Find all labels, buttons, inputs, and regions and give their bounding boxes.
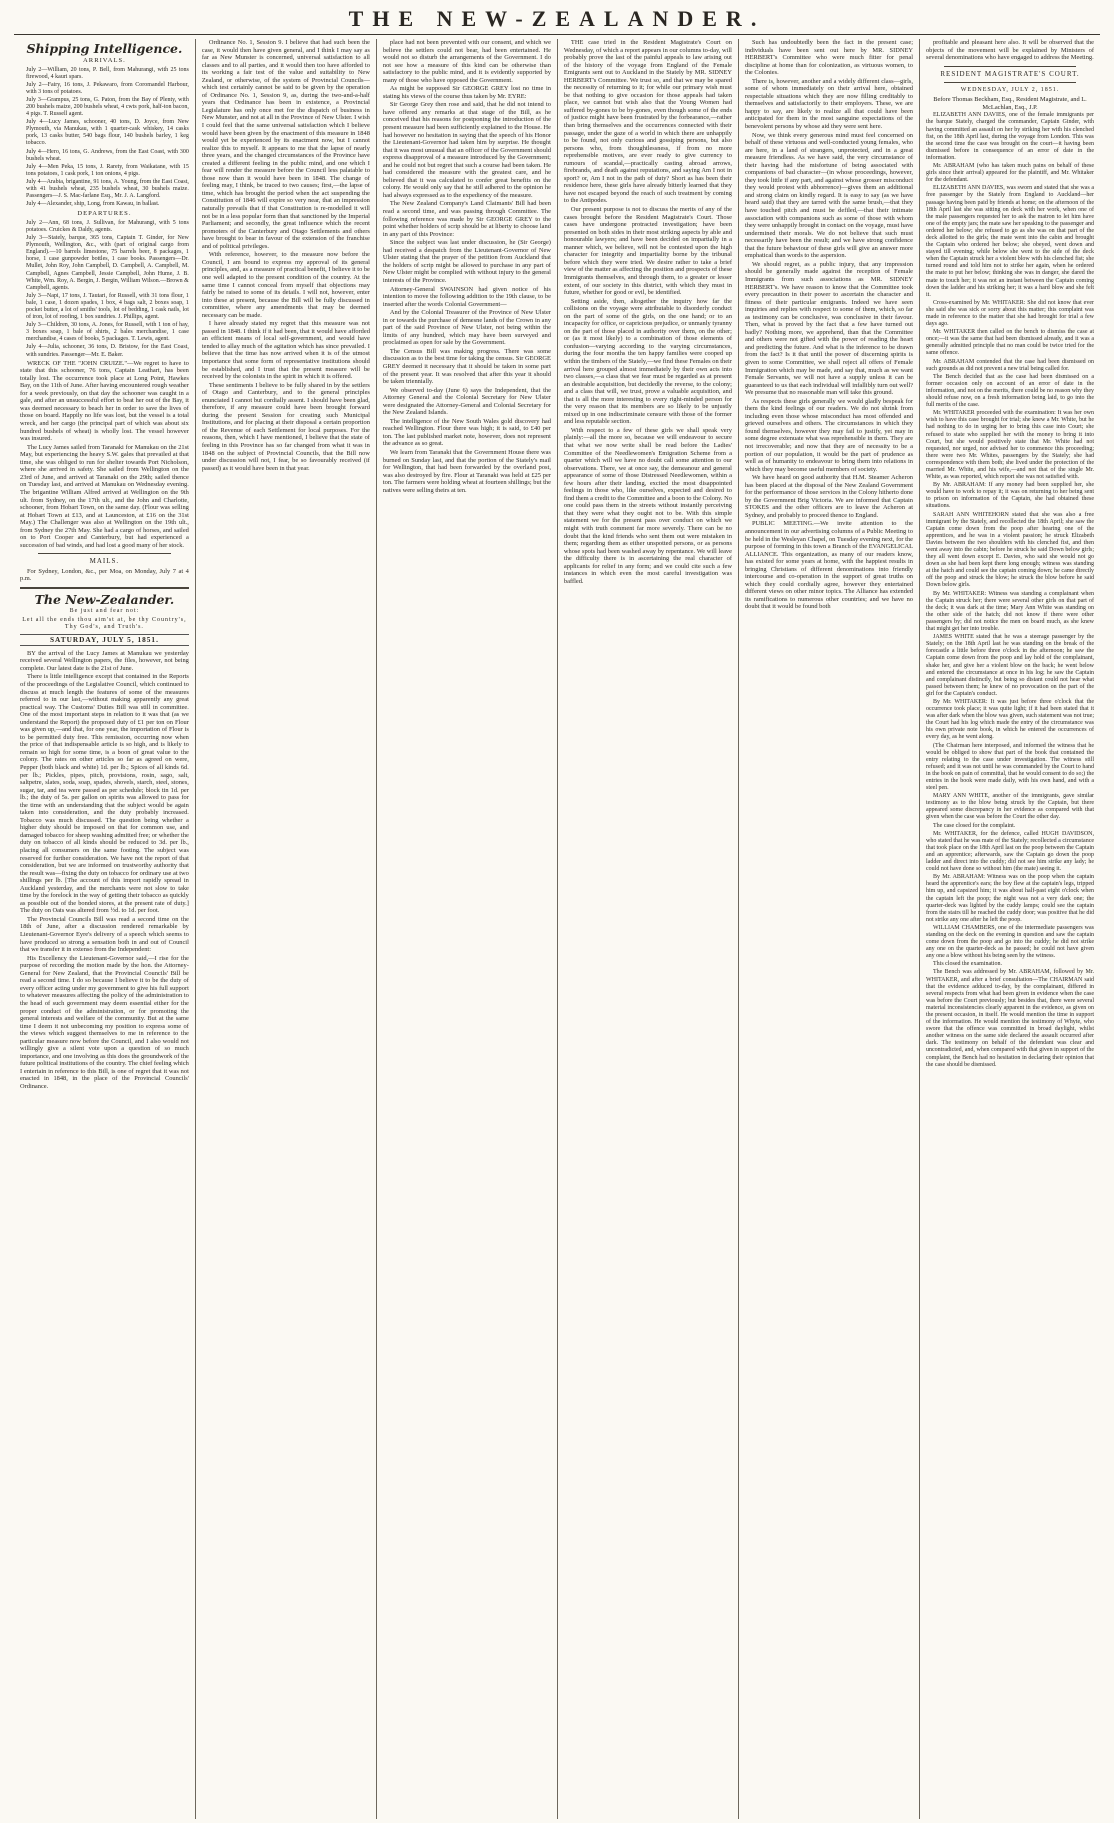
article-paragraph: There is little intelligence except that contained in the Reports of the proceedings of the Legislative Council, which continued to discuss at much length the features of some of the measures referred to in our last,—without making apparently any great practical way. The Customs' Duties Bill was still in committee. One of the most important steps in relation to it was that (as we understand the Report) the proposed duty of £1 per ton on Flour was given up,—and that, for one year, the importation of Flour is to be permitted duty free. This remission, occurring now when the price of that indispensable article is so high, and is likely to remain so high for some time, is a boon of great value to the colony. The rates on other articles so far as agreed on were, Pepper (both black and white) 1d. per lb.; Spices of all kinds 6d. per lb.; Pickles, pipes, pitch, provisions, rosin, sago, salt, saltpetre, slates, soda, soap, spades, shovels, starch, steel, stones, sugar, tar, and tea were passed as per schedule; block tin 1d. per lb.; the duty of 5s. per gallon on spirits was allowed to pass for the time with an understanding that the subject would be again taken into consideration, and the duty probably increased. Tobacco was much discussed. The question being whether a higher duty should be imposed on that for common use, and damaged tobacco for sheep washing admitted free; or whether the duty on tobacco of all kinds should be reduced to 3d. per lb., placing all consumers on the same footing. The subject was reserved for further consideration. We have not the report of that consideration, but we are informed on trustworthy authority that the result was—fixing the duty on tobacco for ordinary use at two shillings per lb. [The account of this import rapidly spread in Auckland yesterday, and the merchants were not slow to take time by the forelock in the way of getting their tobacco as quickly as possible out of the bonded stores, at the present rate of duty.] The duty on Oats was altered from ½d. to 1d. per foot. <box>20 673 189 915</box>
court-bench: Before Thomas Beckham, Esq., Resident Magistrate, and L. McLachlan, Esq., J.P. <box>933 96 1087 111</box>
divider <box>944 66 1076 67</box>
article-paragraph: profitable and pleasant here also. It will be observed that the objects of the movement will be explained by Ministers of several denominations who have engaged to address the Meeting. <box>925 39 1095 62</box>
column-3-body <box>383 39 551 494</box>
court-paragraph: The case closed for the complaint. <box>932 822 1016 829</box>
article-paragraph: His Excellency the Lieutenant-Governor said,—I rise for the purpose of recording the motion made by the hon. the Attorney-General for New Zealand, that the Provincial Councils' Bill be read a second time. I do so because I believe it to be the duty of every officer acting under my government to give his full support to whatever measures affecting the policy of the administration to the head of such government may deem essential either for the proper conduct of the administration, or for promoting the general interests and welfare of the community. But at the same time I deem it not unbecoming my position to express some of the views which suggest themselves to me in reference to the particular measure now before the Council, and I also would not willingly give a silent vote upon a question of so much importance, and one involving as this does the groundwork of the future political institutions of the country. The chief feeling which I entertain in reference to this Bill, is one of regret that it was not enacted in 1848, in the place of the Provincial Councils' Ordinance. <box>20 954 189 1090</box>
masthead: THE NEW-ZEALANDER. <box>14 6 1100 35</box>
article-paragraph: BY the arrival of the Lucy James at Manukau we yesterday received several Wellington papers, the files, however, not being complete. Our latest date is the 21st of June. <box>20 649 189 672</box>
article-paragraph: We observed to-day (June 6) says the Independent, that the Attorney General and the Colonial Secretary for New Ulster were designated the Attorney-General and Colonial Secretary for the New Zealand Islands. <box>382 386 551 417</box>
wreck-paragraph: WRECK OF THE "JOHN CRUIZE."—We regret to have to state that this schooner, 76 tons, Captain Leathart, has been totally lost. The occurrence took place at Long Point, Hawkes Bay, on the 11th of June. After having encountered rough weather for a week previously, on that day the schooner was caught in a gale, and after an unsuccessful effort to beat her out of the Bay, it was deemed necessary to beach her in order to save the lives of those on board. Happily no life was lost, but the vessel is a total wreck, and her cargo (the principal part of which was about six hundred bushels of wheat) is wholly lost. The vessel however was insured. <box>20 359 189 443</box>
column-1 <box>14 39 195 1819</box>
column-2-body <box>202 39 370 472</box>
paper-title: The New-Zealander. <box>34 591 175 607</box>
court-paragraph: (The Chairman here interposed, and informed the witness that he would be obliged to show that part of the book that contained the entry relating to the case under investigation. The witness still refused; and it was not until he was commanded by the Court to hand in the book on pain of committal, that he would consent to do so;) the entries in the book were made daily, with his own hand, and with a steel pen. <box>925 742 1095 792</box>
article-paragraph: Attorney-General SWAINSON had given notice of his intention to move the following addition to the 19th clause, to be inserted after the words Colonial Government— <box>382 285 551 308</box>
article-paragraph: The intelligence of the New South Wales gold discovery had reached Wellington. Flour there was high; it is said, to £40 per ton. The last published market note, however, does not represent the advance as so great. <box>382 417 551 448</box>
court-paragraph: Mr. WHITAKER then called on the bench to dismiss the case at once;—it was the same that had been dismissed already, and it was a generally admitted principle that no man could be twice tried for the same offence. <box>925 329 1095 357</box>
arrival-entry: July 3—Grampus, 25 tons, G. Paton, from the Bay of Plenty, with 200 bushels maize, 200 bushels wheat, 4 cwts pork, half-ton bacon, 4 pigs. T. Russell agent. <box>26 96 189 118</box>
article-paragraph: We learn from Taranaki that the Government House there was burned on Sunday last, and that the portion of the Stately's mail for Wellington, that had been forwarded by the overland post, was also destroyed by fire. Flour at Taranaki was held at £25 per ton. The farmers were holding wheat at fourteen shillings; but the natives were selling theirs at ten. <box>382 448 551 494</box>
arrival-entry: July 4—Men Peka, 15 tons, J. Rarety, from Waikatane, with 15 tons potatoes, 1 cask pork, 1 ton onions, 4 pigs. <box>26 163 189 177</box>
arrivals-list <box>20 67 189 209</box>
court-paragraph: Mr. ABRAHAM (who has taken much pains on behalf of these girls since their arrival) appeared for the plaintiff, and Mr. Whitaker for the defendant. <box>925 163 1095 184</box>
departures-list <box>20 220 189 359</box>
divider <box>38 553 171 554</box>
article-paragraph: Setting aside, then, altogether the inquiry how far the collisions on the voyage were attributable to disorderly conduct on the part of some of the girls, on the one hand; or to an incapacity for office, or capricious prejudice, or unmanly tyranny on the part of those placed in authority over them, on the other; or (as it most likely) to a combination of those elements of confusion—varying according to the varying circumstances, during the four months the ten happy families were cooped up within the timbers of the Stately,—we find these Females on their arrival here grouped almost immediately by their own acts into two classes,—a class that we fear must be regarded as at present an desirable acquisition, but decidedly the reverse, to the colony; and a class that will, we trust, prove a valuable acquisition, and that is all the more interesting to every right-minded person for the very reason that its members are so likely to be unjustly mixed up in one indiscriminate censure with those of the former and less reputable section. <box>563 297 732 426</box>
article-paragraph: The New Zealand Company's Land Claimants' Bill had been read a second time, and was passing through Committee. The following reference was made by Sir GEORGE GREY to the point whether holders of scrip should be at liberty to choose land in any part of this Province: <box>382 200 551 238</box>
court-title: RESIDENT MAGISTRATE'S COURT. <box>940 69 1080 78</box>
column-5 <box>738 39 919 1819</box>
arrival-entry: July 4—Arabia, brigantine, 91 tons, A. Young, from the East Coast, with 41 bushels wheat, 235 bushels wheat, 30 bushels maize. Passengers—J. S. Mac-farlane Esq., Mr. J. A. Langford. <box>26 178 189 200</box>
paper-motto-1: Be just and fear not: <box>69 607 140 614</box>
court-date: WEDNESDAY, JULY 2, 1851. <box>960 87 1060 94</box>
lucy-james-paragraph: The Lucy James sailed from Taranaki for Manukau on the 21st May, but experiencing the heavy S.W. gales that prevailed at that time, she was obliged to run for shelter towards Port Nicholson, where she arrived in safety. She sailed from Wellington on the 23rd of June, and arrived at Taranaki on the 29th; sailed thence on Tuesday last, and arrived at Manukau on Wednesday evening. The brigantine William Alfred arrived at Wellington on the 9th ult. from Sydney, on the 17th ult., and the John and Charlotte, schooner, from Hobart Town, on the same day. (Flour was selling at Hobart Town at £13, and at Launceston, at £16 on the 31st May.) The Challenger was also at Wellington on the 19th ult., from Sydney the 27th May. She had a cargo of horses, and sailed on to Port Cooper and Canterbury, but had experienced a succession of bad winds, and had lost a good many of her stock. <box>20 443 189 549</box>
column-5-body <box>745 39 913 611</box>
departures-label: DEPARTURES. <box>77 210 132 218</box>
column-6-body <box>926 39 1094 62</box>
mails-text: For Sydney, London, &c., per Moa, on Monday, July 7 at 4 p.m. <box>20 567 189 583</box>
article-paragraph: Since the subject was last under discussion, he (Sir George) had received a despatch from the Lieutenant-Governor of New Ulster stating that the prayer of the petition from Auckland that the holders of scrip might be allowed to purchase in any part of New Ulster might be complied with without injury to the general interests of the Province. <box>382 239 551 284</box>
article-paragraph: These sentiments I believe to be fully shared in by the settlers of Otago and Canterbury, and to the general principles enunciated I cannot but cordially assent. I should have been glad, therefore, if any measure could have been brought forward during the present Session for creating such Municipal Institutions, and for placing at their disposal a certain proportion of the Revenue of each Settlement for local purposes. For the reasons, then, which I have mentioned, I believe that the state of feeling in this Province has so far changed from what it was in 1848 on the subject of Provincial Councils, that the Bill now under discussion will not, I fear, be so favourably received (if passed) as it would have been in that year. <box>201 381 370 472</box>
column-2 <box>195 39 376 1819</box>
court-paragraph: JAMES WHITE stated that he was a steerage passenger by the Stately; on the 18th April last he was standing on the break of the forecastle a little before three o'clock in the afternoon; he saw the Captain come down from the poop and lay hold of the complainant, shake her, and give her a violent blow on the back; he went below and entered the circumstance at once in his log; he saw the Captain and complainant distinctly, but being so distant could not hear what passed between them; he knew of no provocation on the part of the girl for the Captain's conduct. <box>925 634 1095 697</box>
arrival-entry: July 4—Alexander, ship, Long, from Kawau, in ballast. <box>26 201 160 208</box>
court-paragraph: The Bench was addressed by Mr. ABRAHAM, followed by Mr. WHITAKER, and after a brief consultation—The CHAIRMAN said that the evidence adduced to-day, by the complainant, differed in several respects from what had been given in evidence when the case was before the Court previously; but besides that, there were several material inconsistencies clearly apparent in the evidence, as given on the present occasion, in itself. He would mention the time in support of the information. He would mention the testimony of Whyte, who swore that the offence was committed in broad daylight, whilst another witness on the same side declared the assault occurred after dark. The testimony on behalf of the defendant was clear and uncontradicted, and, when compared with that given in support of the complaint, the Bench had no hesitation in declaring their opinion that the case should be dismissed. <box>925 969 1095 1068</box>
court-paragraph: By Mr. ABRAHAM: Witness was on the poop when the captain heard the apprentice's ears; the boy flew at the captain's legs, tripped him up, and capsized him; it was about half-past eight o'clock when the captain left the poop; the night was not a very dark one; the quarter-deck was lighted by the cuddy lamps; could see the captain from the stairs till he reached the cuddy door; was positive that he did not strike any one after he left the poop. <box>925 874 1095 923</box>
column-6 <box>919 39 1100 1819</box>
article-paragraph: Our present purpose is not to discuss the merits of any of the cases brought before the Resident Magistrate's Court. Those cases have undergone protracted investigation; have been presented on both sides in their most striking aspects by able and honourable lawyers; and have been decided on impartially in a manner which, we believe, will not be contested upon the high character for integrity and impartiality borne by the tribunal before which they were tried. We desire rather to take a brief view of the matter as affecting the position and prospects of these Immigrants themselves, and through them, to a greater or lesser extent, of our society in this district, with which they must in future, whether for good or evil, be identified. <box>563 206 732 297</box>
column-4-body <box>564 39 732 585</box>
article-paragraph: As respects these girls generally we would gladly bespeak for them the kind feelings of our readers. We do not shrink from including even those whose misconduct has most offended and grieved ourselves and others. The circumstances in which they found themselves, however they may fail to justify, yet may in some degree extenuate what was reprehensible in them. They are not irrecoverable; and now that they are of necessity to be a portion of our population, it would be the part of prudence as well as of humanity to endeavour to bring them into relations in which they may become useful members of society. <box>744 397 913 473</box>
court-paragraph: Mr. ABRAHAM contended that the case had been dismissed on such grounds as did not prevent a new trial being called for. <box>925 358 1095 372</box>
article-paragraph: As might be supposed Sir GEORGE GREY lost no time in stating his views of the course thus taken by Mr. EYRE: <box>382 85 551 100</box>
court-paragraph: WILLIAM CHAMBERS, one of the intermediate passengers was standing on the deck on the evening in question and saw the captain come down from the poop and go into the cuddy; he did not strike any one on the quarter-deck as he passed; he could not have given any one a blow without his being seen by the witness. <box>925 924 1095 960</box>
departure-entry: July 4—Julia, schooner, 36 tons, D. Bristow, for the East Coast, with sundries. Passenger—Mr. E. Baker. <box>26 344 189 358</box>
article-paragraph: The Census Bill was making progress. There was some discussion as to the best time for taking the census. Sir GEORGE GREY deemed it necessary that it should be taken in some part of the present year. It was resolved that after this year it should be taken triennially. <box>382 347 551 386</box>
mails-title: MAILS. <box>89 557 120 566</box>
court-paragraph: MARY ANN WHITE, another of the immigrants, gave similar testimony as to the blow being struck by the Captain, but there appeared some discrepancy in her evidence as compared with that given when the case was before the Court the other day. <box>925 793 1095 821</box>
article-paragraph: I have already stated my regret that this measure was not passed in 1848. I think if it had been, that it would have afforded an efficient means of local self-government, and would have tended to allay much of the agitation which has since prevailed. I believe that the time has now arrived when it is of the utmost importance that some form of representative institutions should be established, and I trust that the present measure will be received by the colonists in the spirit in which it is offered. <box>201 320 370 381</box>
court-paragraph: Cross-examined by Mr. WHITAKER: She did not know that ever she said she was sick or sorry about this matter; this complaint was made in reference to the matter that she had brought for trial a few days ago. <box>925 299 1095 328</box>
article-paragraph: place had not been prevented with our consent, and which we believe the settlers could not bear, had been entertained. He would not so disturb the arrangements of the Government. I do not see how a measure of this kind can be otherwise than satisfactory to the public mind, and it is evidently supported by many of those who have opposed the Government. <box>382 39 551 84</box>
court-paragraph: By Mr. WHITAKER: It was just before three o'clock that the occurrence took place; it was quite light; if it had been stated that it was after dark when the blow was given, such statement was not true; the Court had his log which made the entry of the circumstance was his own private note book, in which he entered the occurrences of every day, as he went along. <box>925 698 1095 741</box>
article-paragraph: Ordinance No. 1, Session 9. I believe that had such been the case, it would then have given general, and I think I may say as far as New Munster is concerned, universal satisfaction to all classes and to all parties, and it would then too have afforded to its working a fair test of the value and suitability to New Zealand, or otherwise, of the system of Provincial Councils—which test certainly cannot be said to be given by the operation of Ordinance No. 1, Session 9, as, during the two-and-a-half years that Ordinance has been in existence, a Provincial Legislature has only once met for the dispatch of business in New Munster, and not at all in the Province of New Ulster. I wish I could feel that the same universal satisfaction which I believe would have been given by the enactment of this measure in 1848 would yet be experienced by its enactment now, but I cannot realize this to myself. It appears to me that the lapse of nearly three years, and the changed circumstances of the Province have created a different feeling in the public mind, and one which I fear will render the measure before the Council less palatable to those now than it would have been in 1848. The change of feeling may, I think, be traced to two causes; first,—the lapse of time, which has brought the period when the act suspending the Constitution of 1846 will expire so very near, that an impression naturally prevails that if that Constitution is re-modelled it will not be in a less popular form than that sanctioned by the Imperial Parliament; and secondly, the great influence which the recent promoters of the Canterbury and Otago Settlements and others have brought to bear in favour of the extension of the franchise and of political privileges. <box>201 39 370 250</box>
court-paragraph: ELIZABETH ANN DAVIES, was sworn and stated that she was a free passenger by the Stately from England to Auckland—her passage having been paid by friends at home; on the afternoon of the 18th April last she was sitting on deck with her work, when one of the male passengers requested her to ask the matron to let him have one of the empty jars; the mate saw her speaking to the passenger and ordered her below; she refused to go as she was on that part of the deck allotted to the girls; the mate went into the cabin and brought the Captain who ordered her below; she obeyed, went down and stayed till evening; while below she went to the side of the deck when the Captain struck her a violent blow with his clenched fist; she turned round and told him not to strike her again, when he ordered the mate to put her below; thinking she was in danger, she dared the mate to touch her; it was not an instant between the Captain coming down the ladder and his striking her; it was a hard blow and she felt it. <box>925 185 1095 298</box>
arrival-entry: July 2—William, 20 tons, P. Bell, from Mahurangi, with 25 tons firewood, 4 kauri spars. <box>26 66 189 80</box>
article-paragraph: We should regret, as a public injury, that any impression should be generally made against the reception of Female Immigrants from such associations as MR. SIDNEY HERBERT's. We have reason to know that the Committee took every precaution in their power to ascertain the character and fitness of their particular emigrants. Indeed we have seen inquiries and replies with respect to some of them, which, so far as testimony can be conclusive, was conclusive in their favour. Then, what is proved by the fact that a few have turned out badly? Nothing more, we apprehend, than that the Committee and others were not gifted with the power of reading the heart and predicting the future. And what is the inference to be drawn from the fact? Is it that until the power of discerning spirits is given to some Committee, we shall reject all offers of Female Immigration which may be made, and say that, much as we want Female Servants, we will not have a supply unless it can be guaranteed to us that each individual will infallibly turn out well? We presume that no reasonable man will take this ground. <box>744 260 913 397</box>
arrivals-label: ARRIVALS. <box>83 57 126 64</box>
column-1-body <box>20 650 189 1091</box>
article-paragraph: PUBLIC MEETING.—We invite attention to the announcement in our advertising columns of a Public Meeting to be held in the Wesleyan Chapel, on Tuesday evening next, for the purpose of forming in this town a Branch of the EVANGELICAL ALLIANCE. This organization, as many of our readers know, has existed for some years at home, with the happiest results in bringing Christians of different denominations into friendly intercourse and co-operation in the support of great truths on which they could cordially agree, however they entertained different views on other minor topics. The Alliance has extended its ramifications to numerous other countries; and we have no doubt that it would be found both <box>744 520 913 611</box>
court-paragraph: This closed the examination. <box>932 961 1002 968</box>
departure-entry: July 3—Napi, 17 tons, J. Tautari, for Russell, with 31 tons flour, 1 bale, 1 case, 1 dozen spades, 1 box, 4 bags salt, 2 boxes soap, 1 pocket butter, a lot of smiths' tools, lot of bedding, 1 cask nails, lot of iron, lot of roofing, 1 box sundries. J. Phillips, agent. <box>26 292 189 321</box>
shipping-title: Shipping Intelligence. <box>26 41 183 56</box>
court-paragraph: The Bench decided that as the case had been dismissed on a former occasion only on account of an error of date in the information, and not on the merits, there could be no reason why they should refuse now, on a fresh information being laid, to go into the full merits of the case. <box>925 373 1095 409</box>
paper-motto-2: Let all the ends thou aim'st at, be thy Country's, Thy God's, and Truth's. <box>22 617 187 631</box>
court-paragraph: Mr. WHITAKER, for the defence, called HUGH DAVIDSON, who stated that he was mate of the Stately; recollected a circumstance that took place on the 18th April last on the poop between the Captain and an apprentice; afterwards, saw the Captain go down the poop ladder and direct into the cuddy; did not see him strike any lady; he could not have done so without him (the mate) seeing it. <box>925 830 1095 873</box>
court-paragraph: ELIZABETH ANN DAVIES, one of the female immigrants per the barque Stately, charged the commander, Captain Ginder, with having committed an assault on her by striking her with his clenched fist, on the 18th April last, during the voyage from London. This was the second time the case was brought on the court—it having been dismissed before in consequence of an error of date in the information. <box>925 112 1095 161</box>
departure-entry: July 3—Stately, barque, 365 tons, Captain T. Ginder, for New Plymouth, Wellington, &c., with (part of original cargo from England).—10 barrels limestone, 75 barrels beer, 8 packages, 1 horse, 1 case gunpowder bottles, 1 case books. Passengers—Dr. Mullet, John Roy, John Campbell, D. Campbell, A. Campbell, M. Campbell, Agnes Campbell, Jessie Campbell, John Hume, J. B. White, Wm. Roy, A. Bergin, J. Bergin, William Wilson.—Brown & Campbell, agents. <box>26 235 189 291</box>
arrival-entry: July 2—Fairy, 16 tons, J. Pekawaro, from Coromandel Harbour, with 3 tons of potatoes. <box>26 81 189 95</box>
court-paragraph: SARAH ANN WHITEHORN stated that she was also a free immigrant by the Stately, and recollected the 18th April; she saw the Captain come down from the poop after hearing one of the apprentices, and he was in a violent passion; he struck Elizabeth Davies between the two shoulders with his clenched fist, and then went away into the cabin; before he struck he said Down below girls; they all went down except E. Davies, who said she would not go down as she had been kept there long enough; witness was standing at the hatch and could see the captain coming down; he came directly off the poop and struck the blow; he struck the blow before he said Down below girls. <box>925 511 1095 589</box>
divider <box>944 82 1076 83</box>
article-paragraph: The Provincial Councils Bill was read a second time on the 18th of June, after a discussion rendered remarkable by Lieutenant-Governor Eyre's delivery of a speech which seems to have produced so strong a sensation both in and out of Council that we transfer it in extenso from the Independent: <box>20 915 189 954</box>
article-paragraph: Sir George Grey then rose and said, that he did not intend to have offered any remarks at that stage of the Bill, as he conceived that his reasons for postponing the introduction of the present measure had been sufficiently explained to the House. He had however no hesitation in saying that the speech of his Honor the Lieutenant-Governor had taken him by surprise. He thought that it was most unusual that an officer of the Government should express disapproval of a measure introduced by the Government; and he could not but regret that such a course had been taken. He had considered the measure with the greatest care, and he believed that it was calculated to confer great benefits on the colony. He would only say that he still adhered to the opinion he had always expressed as to the expediency of the measure. <box>382 101 551 199</box>
columns <box>14 39 1100 1819</box>
divider-double <box>20 587 189 589</box>
article-paragraph: With respect to a few of these girls we shall speak very plainly:—all the more so, because we will endeavour to secure that what we now write shall be read before the Ladies' Committee of the Needlewomen's Emigration Scheme from a quarter which will we have no doubt call some attention to our observations. There, we at once say, the demeanour and general appearance of some of those Distressed Needlewomen, within a few hours after their landing, excited the most disappointed feelings in those who, like ourselves, expected and desired to find them a credit to the Committee and a boon to the Colony. No one could pass them in the streets without instantly perceiving that they were what they ought not to be. With this simple statement we for the present pass over conduct on which we might with truth comment far more severely. There can be no doubt that the kind friends who sent them out were mistaken in them; regarding them as either unspotted persons, or as persons whose spots had been washed away by repentance. We will leave the difficulty there is in ascertaining the real character of applicants for relief in any form; and we could cite such a few instances in which even the most careful investigation was baffled. <box>563 426 732 585</box>
article-paragraph: THE case tried in the Resident Magistrate's Court on Wednesday, of which a report appears in our columns to-day, will probably prove the last of the painful appeals to law arising out of the history of the voyage from England of the Female Emigrants sent out to Auckland in the Stately by MR. SIDNEY HERBERT's Committee. We trust so, and that we may be spared the necessity of returning to it; for while our primary wish must be that nothing to give occasion for those appeals had taken place, we cannot but wish also that the Young Women had suffered by-gones to be by-gones, even though some of the ends of justice might have been frustrated by the forbearance,—rather than bring themselves and the occurrences connected with their passage, under the gaze of a world in which there are unhappily to be found, not only curious and gossiping persons, but also persons who, from thoughtlessness, if from no more reprehensible motives, are ever ready to give currency to rumours of scandal,—practically casting abroad arrows, firebrands, and death against reputations, and saying Am I not in sport? or, Am I not in the path of duty? Short as has been their residence here, these girls have already bitterly learned that they have not escaped beyond the reach of such treatment by coming to the Antipodes. <box>563 39 732 205</box>
article-paragraph: There is, however, another and a widely different class—girls, some of whom immediately on their arrival here, obtained respectable situations which they are now filling creditably to themselves and satisfactorily to their employers. These, we are happy to say, are likely to realize all that could have been anticipated for them in the most sanguine expectations of the benevolent persons by whose aid they were sent here. <box>744 77 913 131</box>
arrival-entry: July 4—Lucy James, schooner, 40 tons, D. Joyce, from New Plymouth, via Manukau, with 1 quarter-cask whiskey, 14 casks pork, 13 casks butter, 540 bags flour, 140 bushels barley, 1 keg tobacco. <box>26 119 189 147</box>
article-paragraph: And by the Colonial Treasurer of the Province of New Ulster in or towards the purchase of demesne lands of the Crown in any part of the said Province of New Ulster, not being within the limits of any hundred, which may have been surveyed and proclaimed as open for sale by the Government. <box>382 309 551 347</box>
court-paragraph: Mr. WHITAKER proceeded with the examination: It was her own wish to have this case brought for trial; she knew a Mr. White, but he had nothing to do in urging her to bring this case into Court; she refused to state who supplied her with the money to bring it into Court, but she would positively state that Mr. White had not requested, nor urged, nor advised her to commence this proceeding; there were two Mr. Whites, passengers by the Stately; she had correspondence with them both; she lived under the protection of the married Mr. White, and his wife,—and not that of the single Mr. White, as was reported, which report she was not satisfied with. <box>925 410 1095 481</box>
issue-date: SATURDAY, JULY 5, 1851. <box>20 634 189 646</box>
departure-entry: July 3—Children, 30 tons, A. Jones, for Russell, with 1 ton of hay, 3 boxes soap, 1 bale of shirts, 2 bales merchandise, 1 case merchandise, 4 cases of books, 5 packages. T. Lewis, agent. <box>26 322 189 343</box>
column-3 <box>376 39 557 1819</box>
column-4 <box>557 39 738 1819</box>
court-paragraph: By Mr. WHITAKER: Witness was standing a complainant when the Captain struck her; there were several other girls on that part of the deck; it was dark at the time; Mary Ann White was standing on the other side of the hatch; did not know if there were other passengers by; did not notice the men on board much, as she knew that might get her into trouble. <box>925 590 1095 633</box>
article-paragraph: We have heard on good authority that H.M. Steamer Acheron has been placed at the disposal of the New Zealand Government for the performance of those services in the Colony hitherto done by the Government Brig Victoria. We are informed that Captain STOKES and the other officers are to leave the Acheron at Sydney, and probably to proceed thence to England. <box>744 474 913 519</box>
article-paragraph: With reference, however, to the measure now before the Council, I am bound to express my approval of its general principles, and, as a measure of practical benefit, I believe it to be one well adapted to the present condition of the country. At the same time I cannot conceal from myself that objections may fairly be raised to some of its details. I will not, however, enter into these at present, because the Bill will be fully discussed in committee, where any amendments that may be deemed necessary can be made. <box>201 251 370 319</box>
article-paragraph: Such has undoubtedly been the fact in the present case; individuals have been sent out here by MR. SIDNEY HERBERT's Committee who were much fitter for penal discipline at home than for colonization, as virtuous women, to the Colonies. <box>744 39 913 77</box>
arrival-entry: July 4—Hero, 16 tons, G. Andrews, from the East Coast, with 300 bushels wheat. <box>26 148 189 162</box>
article-paragraph: Now, we think every generous mind must feel concerned on behalf of these virtuous and well-conducted young females, who are here, in a land of strangers, unprotected, and in a great measure friendless. As we have said, the very circumstance of their having had the misfortune of being associated with companions of bad character—(in whose proceedings, however, they took little if any part, and against whose grosser misconduct they would protest with abhorrence)—gives them an additional and strong claim on kindly regard. It is easy to say (as we have heard said) that they are tarred with the same brush,—that they have touched pitch and must be defiled,—that their intimate association with companions such as some of those with whom they were unhappily brought in contact on the voyage, must have undermined their morals. We do not believe that such must necessarily have been the result; and we have strong confidence that the future behaviour of these girls will give an answer more emphatical than words to the aspersion. <box>744 131 913 260</box>
court-paragraph: By Mr. ABRAHAM: If any money had been supplied her, she would have to work to repay it; it was on returning to her being sent to prison on information of the Captain, she had obtained these situations. <box>925 482 1095 510</box>
departure-entry: July 2—Ann, 68 tons, J. Sullivan, for Mahurangi, with 5 tons potatoes. Cruickes & Daldy, agents. <box>26 219 189 233</box>
court-report-body <box>926 112 1094 1068</box>
